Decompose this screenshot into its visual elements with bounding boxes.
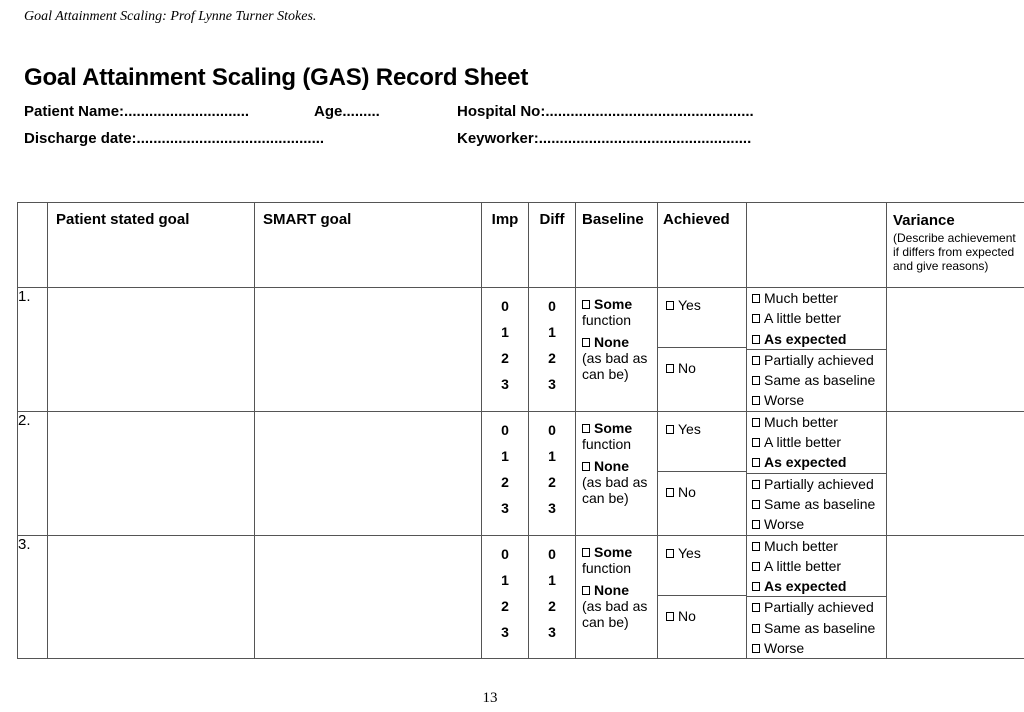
baseline-some-option[interactable]: Some function	[582, 419, 633, 452]
baseline-some-option[interactable]: Some function	[582, 296, 633, 328]
checkbox-icon[interactable]	[752, 520, 760, 529]
checkbox-icon[interactable]	[752, 500, 760, 509]
checkbox-icon[interactable]	[752, 562, 760, 571]
running-header: Goal Attainment Scaling: Prof Lynne Turner Stokes.	[24, 9, 317, 24]
score-option[interactable]: 1	[501, 571, 509, 588]
gas-record-table	[17, 202, 1024, 659]
outcome-little-better[interactable]: A little better	[747, 308, 886, 328]
goal-row	[18, 535, 1024, 659]
patient-goal-cell[interactable]	[48, 288, 255, 412]
smart-goal-cell[interactable]	[255, 411, 482, 535]
score-option[interactable]: 3	[548, 376, 556, 392]
checkbox-icon[interactable]	[752, 294, 760, 303]
checkbox-icon[interactable]	[752, 418, 760, 427]
difficulty-scores[interactable]	[529, 288, 576, 412]
score-option[interactable]: 0	[548, 545, 556, 562]
header-variance: Variance (Describe achievement if differs from expected and give reasons)	[887, 203, 1024, 288]
table-header-row	[18, 203, 1024, 288]
baseline-none-option[interactable]: None (as bad as can be)	[582, 457, 648, 506]
checkbox-icon[interactable]	[752, 458, 760, 467]
smart-goal-cell[interactable]	[255, 288, 482, 412]
baseline-cell	[576, 411, 658, 535]
age-field[interactable]: Age.........	[314, 103, 380, 120]
importance-scores[interactable]	[482, 411, 529, 535]
checkbox-icon[interactable]	[752, 582, 760, 591]
outcome-partially-achieved[interactable]: Partially achieved	[747, 597, 886, 617]
hospital-no-field[interactable]: Hospital No:..................................................	[457, 103, 754, 120]
checkbox-icon[interactable]	[752, 480, 760, 489]
score-option[interactable]: 1	[501, 447, 509, 464]
score-option[interactable]: 0	[548, 421, 556, 438]
difficulty-scores[interactable]	[529, 535, 576, 659]
outcome-little-better[interactable]: A little better	[747, 556, 886, 576]
goal-number: 1.	[18, 288, 48, 412]
header-baseline: Baseline	[576, 203, 658, 288]
achieved-no-option[interactable]: No	[658, 596, 746, 656]
outcome-same-as-baseline[interactable]: Same as baseline	[747, 370, 886, 390]
achieved-cell	[658, 411, 747, 535]
outcome-much-better[interactable]: Much better	[747, 288, 886, 308]
checkbox-icon[interactable]	[752, 356, 760, 365]
outcome-cell	[747, 411, 887, 535]
checkbox-icon[interactable]	[752, 335, 760, 344]
outcome-as-expected[interactable]: As expected	[747, 329, 886, 350]
checkbox-icon[interactable]	[752, 603, 760, 612]
score-option[interactable]: 3	[501, 499, 509, 516]
baseline-cell	[576, 535, 658, 659]
score-option[interactable]: 0	[548, 298, 556, 314]
achieved-yes-option[interactable]: Yes	[658, 536, 746, 596]
checkbox-icon[interactable]	[752, 542, 760, 551]
score-option[interactable]: 1	[548, 571, 556, 588]
checkbox-icon[interactable]	[582, 338, 590, 347]
header-number	[18, 203, 48, 288]
checkbox-icon[interactable]	[666, 612, 674, 621]
variance-note: (Describe achievement if differs from expected and give reasons)	[893, 231, 1016, 273]
patient-name-field[interactable]: Patient Name:..............................	[24, 103, 250, 120]
outcome-partially-achieved[interactable]: Partially achieved	[747, 350, 886, 370]
score-option[interactable]: 1	[548, 447, 556, 464]
outcome-partially-achieved[interactable]: Partially achieved	[747, 474, 886, 494]
keyworker-field[interactable]: Keyworker:...................................................	[457, 130, 752, 147]
variance-cell[interactable]	[887, 411, 1024, 535]
difficulty-scores[interactable]	[529, 411, 576, 535]
outcome-same-as-baseline[interactable]: Same as baseline	[747, 494, 886, 514]
goal-number: 3.	[18, 535, 48, 659]
checkbox-icon[interactable]	[666, 364, 674, 373]
score-option[interactable]: 3	[548, 623, 556, 640]
checkbox-icon[interactable]	[582, 424, 590, 433]
achieved-no-option[interactable]: No	[658, 472, 746, 532]
header-outcome	[747, 203, 887, 288]
patient-goal-cell[interactable]	[48, 535, 255, 659]
checkbox-icon[interactable]	[752, 314, 760, 323]
smart-goal-cell[interactable]	[255, 535, 482, 659]
checkbox-icon[interactable]	[582, 462, 590, 471]
header-achieved: Achieved	[658, 203, 747, 288]
achieved-cell	[658, 288, 747, 412]
checkbox-icon[interactable]	[752, 396, 760, 405]
goal-row	[18, 288, 1024, 412]
checkbox-icon[interactable]	[752, 438, 760, 447]
score-option[interactable]: 3	[548, 499, 556, 516]
page-title: Goal Attainment Scaling (GAS) Record Sheet	[24, 64, 529, 91]
checkbox-icon[interactable]	[752, 644, 760, 653]
achieved-no-option[interactable]: No	[658, 348, 746, 408]
checkbox-icon[interactable]	[666, 549, 674, 558]
header-smart-goal: SMART goal	[255, 203, 482, 288]
outcome-same-as-baseline[interactable]: Same as baseline	[747, 618, 886, 638]
score-option[interactable]: 3	[501, 376, 509, 392]
baseline-cell	[576, 288, 658, 412]
header-diff: Diff	[529, 203, 576, 288]
score-option[interactable]: 2	[501, 350, 509, 366]
checkbox-icon[interactable]	[582, 548, 590, 557]
outcome-worse[interactable]: Worse	[747, 514, 886, 534]
outcome-as-expected[interactable]: As expected	[747, 452, 886, 473]
score-option[interactable]: 0	[501, 298, 509, 314]
page-number: 13	[482, 690, 498, 706]
header-imp: Imp	[482, 203, 529, 288]
outcome-little-better[interactable]: A little better	[747, 432, 886, 452]
header-patient-goal: Patient stated goal	[48, 203, 255, 288]
score-option[interactable]: 2	[548, 597, 556, 614]
goal-row	[18, 411, 1024, 535]
checkbox-icon[interactable]	[666, 301, 674, 310]
score-option[interactable]: 2	[548, 350, 556, 366]
achieved-yes-option[interactable]: Yes	[658, 288, 746, 348]
score-option[interactable]: 1	[501, 324, 509, 340]
checkbox-icon[interactable]	[582, 586, 590, 595]
outcome-cell	[747, 288, 887, 412]
discharge-date-field[interactable]: Discharge date:.............................................	[24, 130, 325, 147]
score-option[interactable]: 2	[548, 473, 556, 490]
score-option[interactable]: 2	[501, 597, 509, 614]
baseline-none-option[interactable]: None (as bad as can be)	[582, 581, 648, 630]
outcome-much-better[interactable]: Much better	[747, 412, 886, 432]
outcome-cell	[747, 535, 887, 659]
checkbox-icon[interactable]	[752, 624, 760, 633]
outcome-worse[interactable]: Worse	[747, 390, 886, 410]
achieved-cell	[658, 535, 747, 659]
variance-cell[interactable]	[887, 288, 1024, 412]
score-option[interactable]: 0	[501, 421, 509, 438]
patient-goal-cell[interactable]	[48, 411, 255, 535]
checkbox-icon[interactable]	[752, 376, 760, 385]
baseline-none-option[interactable]: None (as bad as can be)	[582, 334, 648, 382]
outcome-as-expected[interactable]: As expected	[747, 576, 886, 597]
goal-number: 2.	[18, 411, 48, 535]
score-option[interactable]: 0	[501, 545, 509, 562]
importance-scores[interactable]	[482, 535, 529, 659]
score-option[interactable]: 3	[501, 623, 509, 640]
score-option[interactable]: 2	[501, 473, 509, 490]
baseline-some-option[interactable]: Some function	[582, 543, 633, 576]
achieved-yes-option[interactable]: Yes	[658, 412, 746, 472]
checkbox-icon[interactable]	[666, 488, 674, 497]
score-option[interactable]: 1	[548, 324, 556, 340]
outcome-worse[interactable]: Worse	[747, 638, 886, 658]
checkbox-icon[interactable]	[666, 425, 674, 434]
outcome-much-better[interactable]: Much better	[747, 536, 886, 556]
checkbox-icon[interactable]	[582, 300, 590, 309]
importance-scores[interactable]	[482, 288, 529, 412]
variance-cell[interactable]	[887, 535, 1024, 659]
